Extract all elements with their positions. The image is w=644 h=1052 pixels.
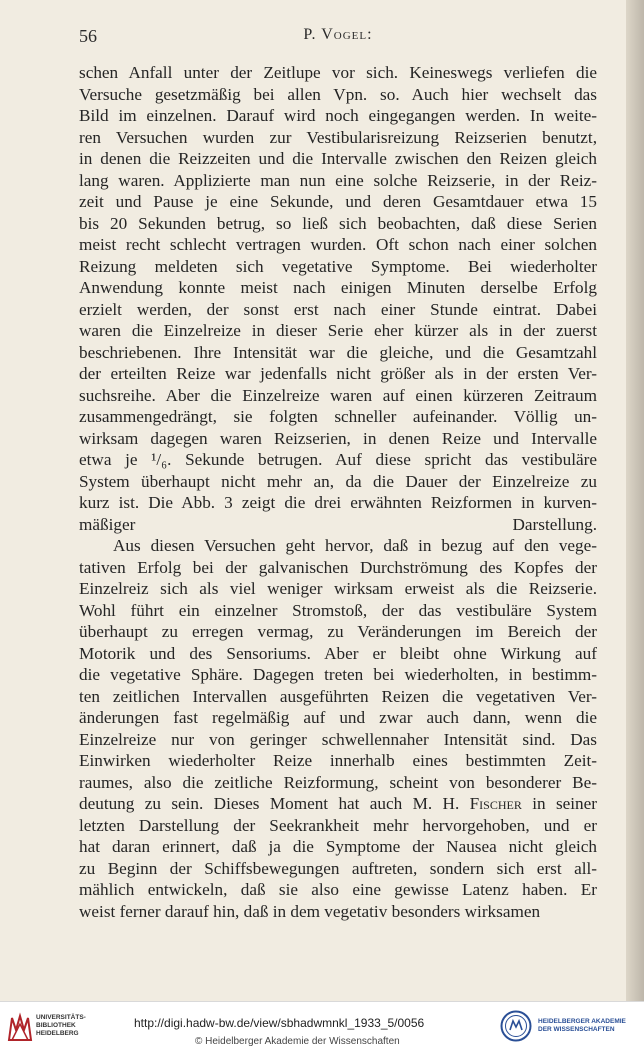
text-line: kurz ist. Die Abb. 3 zeigt die drei erwähnten Reizformen in kurven- [79, 493, 597, 512]
source-url-link[interactable]: http://digi.hadw-bw.de/view/sbhadwmnkl_1933_5/0056 [134, 1016, 425, 1030]
footer-bar [0, 1001, 644, 1052]
text-line: deutung zu sein. Dieses Moment hat auch M. H. Fischer in seiner [79, 794, 597, 813]
university-library-logo-icon [7, 1012, 33, 1042]
library-name-line: UNIVERSITÄTS- [36, 1014, 86, 1021]
academy-seal-icon [500, 1010, 532, 1042]
text-line: schen Anfall unter der Zeitlupe vor sich. Keineswegs verliefen die [79, 63, 597, 82]
text-line: raumes, also die zeitliche Reizformung, scheint von besonderer Be- [79, 772, 597, 792]
text-line: mählich entwickeln, daß sie also eine gewisse Latenz haben. Er [79, 880, 597, 899]
library-name-line: HEIDELBERG [36, 1030, 79, 1037]
copyright-notice: © Heidelberger Akademie der Wissenschaften [195, 1036, 400, 1047]
paragraph-2 [79, 535, 597, 922]
text-line: mäßiger Darstellung. [79, 514, 597, 534]
text-line: Aus diesen Versuchen geht hervor, daß in bezug auf den vege- [113, 536, 597, 555]
text-line: Einzelreize nur von geringer schwellennaher Intensität sind. Das [79, 729, 597, 749]
text-line: System überhaupt nicht mehr an, da die Dauer der Einzelreize zu [79, 471, 597, 491]
text-line: waren die Einzelreize in dieser Serie eher kürzer als in der zuerst [79, 321, 597, 340]
academy-name [538, 1018, 626, 1034]
text-line: die vegetative Sphäre. Dagegen treten bei wiederholten, in bestimm- [79, 665, 597, 684]
text-line: Einwirken wiederholter Reize innerhalb eines bestimmten Zeit- [79, 751, 597, 770]
text-line: bis 20 Sekunden betrug, so ließ sich beobachten, daß diese Serien [79, 213, 597, 233]
text-line: ren Versuchen wurden zur Vestibularisreizung Reizserien benutzt, [79, 127, 597, 147]
paragraph-1 [79, 62, 597, 535]
text-line: weist ferner darauf hin, daß in dem vegetativ besonders wirksamen [79, 901, 541, 921]
text-line: suchsreihe. Aber die Einzelreize waren auf einen kürzeren Zeitraum [79, 385, 597, 405]
page-number: 56 [79, 26, 97, 46]
text-line: zeit und Pause je eine Sekunde, und deren Gesamtdauer etwa 15 [79, 192, 597, 211]
page-header [79, 26, 597, 52]
academy-name-line: HEIDELBERGER AKADEMIE [538, 1018, 626, 1025]
academy-name-line: DER WISSENSCHAFTEN [538, 1026, 615, 1033]
text-line: der erteilten Reize war jedenfalls nicht größer als in der ersten Ver- [79, 364, 597, 383]
text-line: zu Beginn der Schiffsbewegungen auftreten, sondern sich erst all- [79, 858, 597, 878]
text-line: Einzelreiz sich als viel weniger wirksam erweist als die Reizserie. [79, 579, 597, 598]
text-line: meist recht schlecht vertragen wurden. Oft schon nach einer solchen [79, 235, 597, 254]
library-name [36, 1014, 86, 1038]
text-line: Motorik und des Sensoriums. Aber er bleibt ohne Wirkung auf [79, 643, 597, 663]
text-line: Bild im einzelnen. Darauf wird noch eingegangen werden. In weite- [79, 106, 597, 125]
text-line: Anwendung konnte meist nach einigen Minuten derselbe Erfolg [79, 278, 597, 297]
text-line: Wohl führt ein einzelner Stromstoß, der das vestibuläre System [79, 600, 597, 620]
author-name: Fischer [469, 794, 522, 813]
library-name-line: BIBLIOTHEK [36, 1022, 76, 1029]
text-line: in denen die Reizzeiten und die Intervalle zwischen den Reizen gleich [79, 149, 597, 168]
text-line: lang waren. Applizierte man nun eine solche Reizserie, in der Reiz- [79, 170, 597, 190]
text-line: wirksam dagegen waren Reizserien, in denen Reize und Intervalle [79, 428, 597, 448]
text-line: änderungen fast regelmäßig auf und zwar auch dann, wenn die [79, 708, 597, 727]
body-text [79, 62, 597, 922]
text-line: Reizung meldeten sich vegetative Symptome. Bei wiederholter [79, 256, 597, 276]
text-line: erzielt werden, der sonst erst nach einer Stunde eintrat. Dabei [79, 299, 597, 319]
text-line: überhaupt zu erregen vermag, zu Veränderungen im Bereich der [79, 622, 597, 641]
page-edge-shadow [626, 0, 644, 1001]
text-line: ten zeitlichen Intervallen ausgeführten Reizen die vegetativen Ver- [79, 686, 597, 706]
text-line: letzten Darstellung der Seekrankheit mehr hervorgehoben, und er [79, 815, 597, 835]
text-line: zusammengedrängt, sie folgten schneller aufeinander. Völlig un- [79, 407, 597, 426]
text-line: beschriebenen. Ihre Intensität war die gleiche, und die Gesamtzahl [79, 342, 597, 362]
text-line: tativen Erfolg bei der galvanischen Durchströmung des Kopfes der [79, 557, 597, 577]
text-line: etwa je ¹/₆. Sekunde betrugen. Auf diese spricht das vestibuläre [79, 450, 597, 469]
text-line: hat daran erinnert, daß ja die Symptome der Nausea nicht gleich [79, 837, 597, 856]
running-head: P. Vogel: [303, 26, 373, 43]
text-line: Versuche gesetzmäßig bei allen Vpn. so. Auch hier wechselt das [79, 84, 597, 104]
